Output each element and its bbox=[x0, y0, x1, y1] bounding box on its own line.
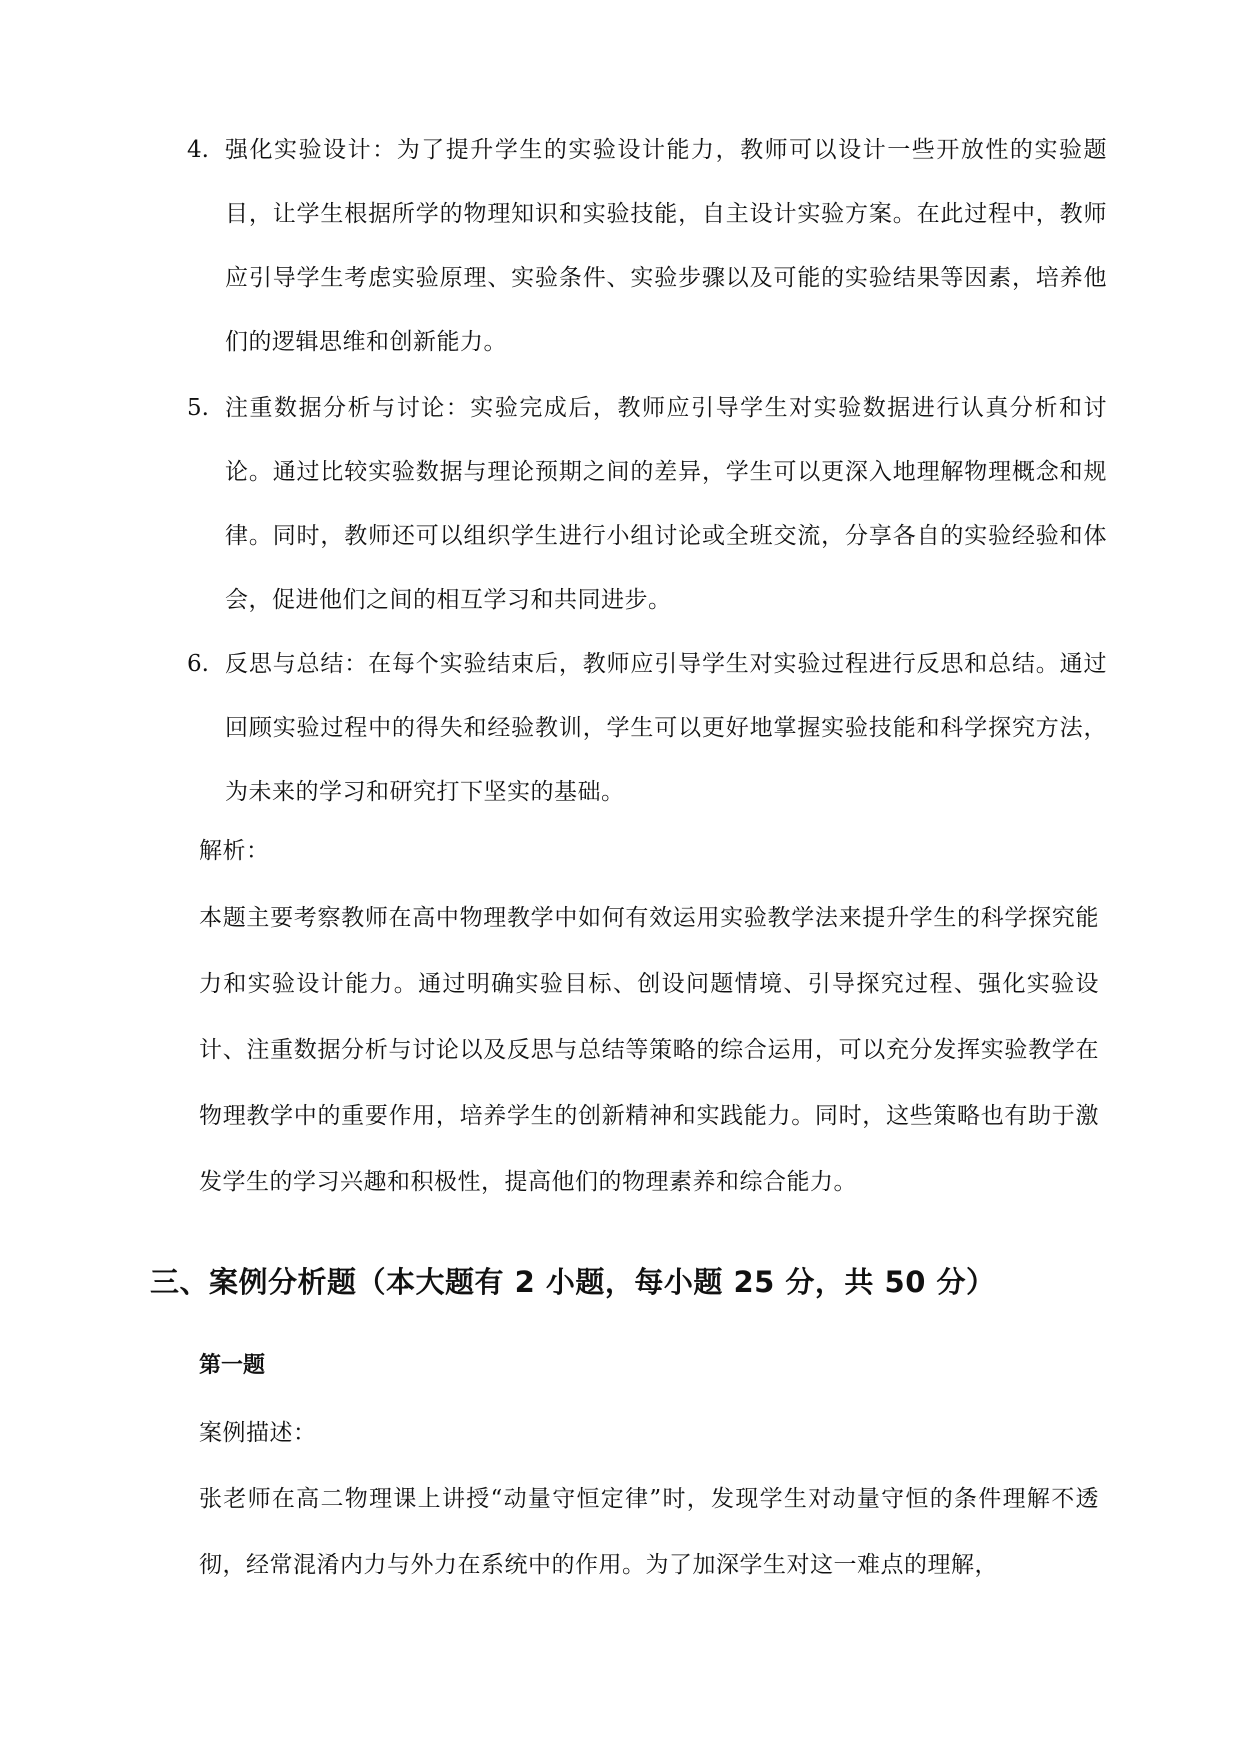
list-item-number: 4. bbox=[187, 137, 209, 163]
list-item-number: 6. bbox=[187, 651, 209, 677]
list-item-4 bbox=[187, 118, 1107, 374]
analysis-label: 解析： bbox=[199, 838, 270, 864]
case-text: 张老师在高二物理课上讲授“动量守恒定律”时，发现学生对动量守恒的条件理解不透彻，经常混淆内力与外力在系统中的作用。为了加深学生对这一难点的理解， bbox=[199, 1486, 1099, 1578]
list-item-6 bbox=[187, 632, 1107, 824]
list-item-text: 注重数据分析与讨论：实验完成后，教师应引导学生对实验数据进行认真分析和讨论。通过比较实验数据与理论预期之间的差异，学生可以更深入地理解物理概念和规律。同时，教师还可以组织学生进行小组讨论或全班交流，分享各自的实验经验和体会，促进他们之间的相互学习和共同进步。 bbox=[225, 395, 1107, 613]
list-item-text: 强化实验设计：为了提升学生的实验设计能力，教师可以设计一些开放性的实验题目，让学生根据所学的物理知识和实验技能，自主设计实验方案。在此过程中，教师应引导学生考虑实验原理、实验条件、实验步骤以及可能的实验结果等因素，培养他们的逻辑思维和创新能力。 bbox=[225, 137, 1107, 355]
list-item-text: 反思与总结：在每个实验结束后，教师应引导学生对实验过程进行反思和总结。通过回顾实验过程中的得失和经验教训，学生可以更好地掌握实验技能和科学探究方法，为未来的学习和研究打下坚实的基础。 bbox=[225, 651, 1107, 805]
list-item-number: 5. bbox=[187, 395, 209, 421]
question-heading: 第一题 bbox=[199, 1353, 266, 1378]
list-item-5 bbox=[187, 376, 1107, 632]
case-label: 案例描述： bbox=[199, 1420, 317, 1446]
section-heading: 三、案例分析题（本大题有 2 小题，每小题 25 分，共 50 分） bbox=[150, 1265, 996, 1299]
analysis-text: 本题主要考察教师在高中物理教学中如何有效运用实验教学法来提升学生的科学探究能力和实验设计能力。通过明确实验目标、创设问题情境、引导探究过程、强化实验设计、注重数据分析与讨论以及反思与总结等策略的综合运用，可以充分发挥实验教学在物理教学中的重要作用，培养学生的创新精神和实践能力。同时，这些策略也有助于激发学生的学习兴趣和积极性，提高他们的物理素养和综合能力。 bbox=[199, 905, 1099, 1195]
